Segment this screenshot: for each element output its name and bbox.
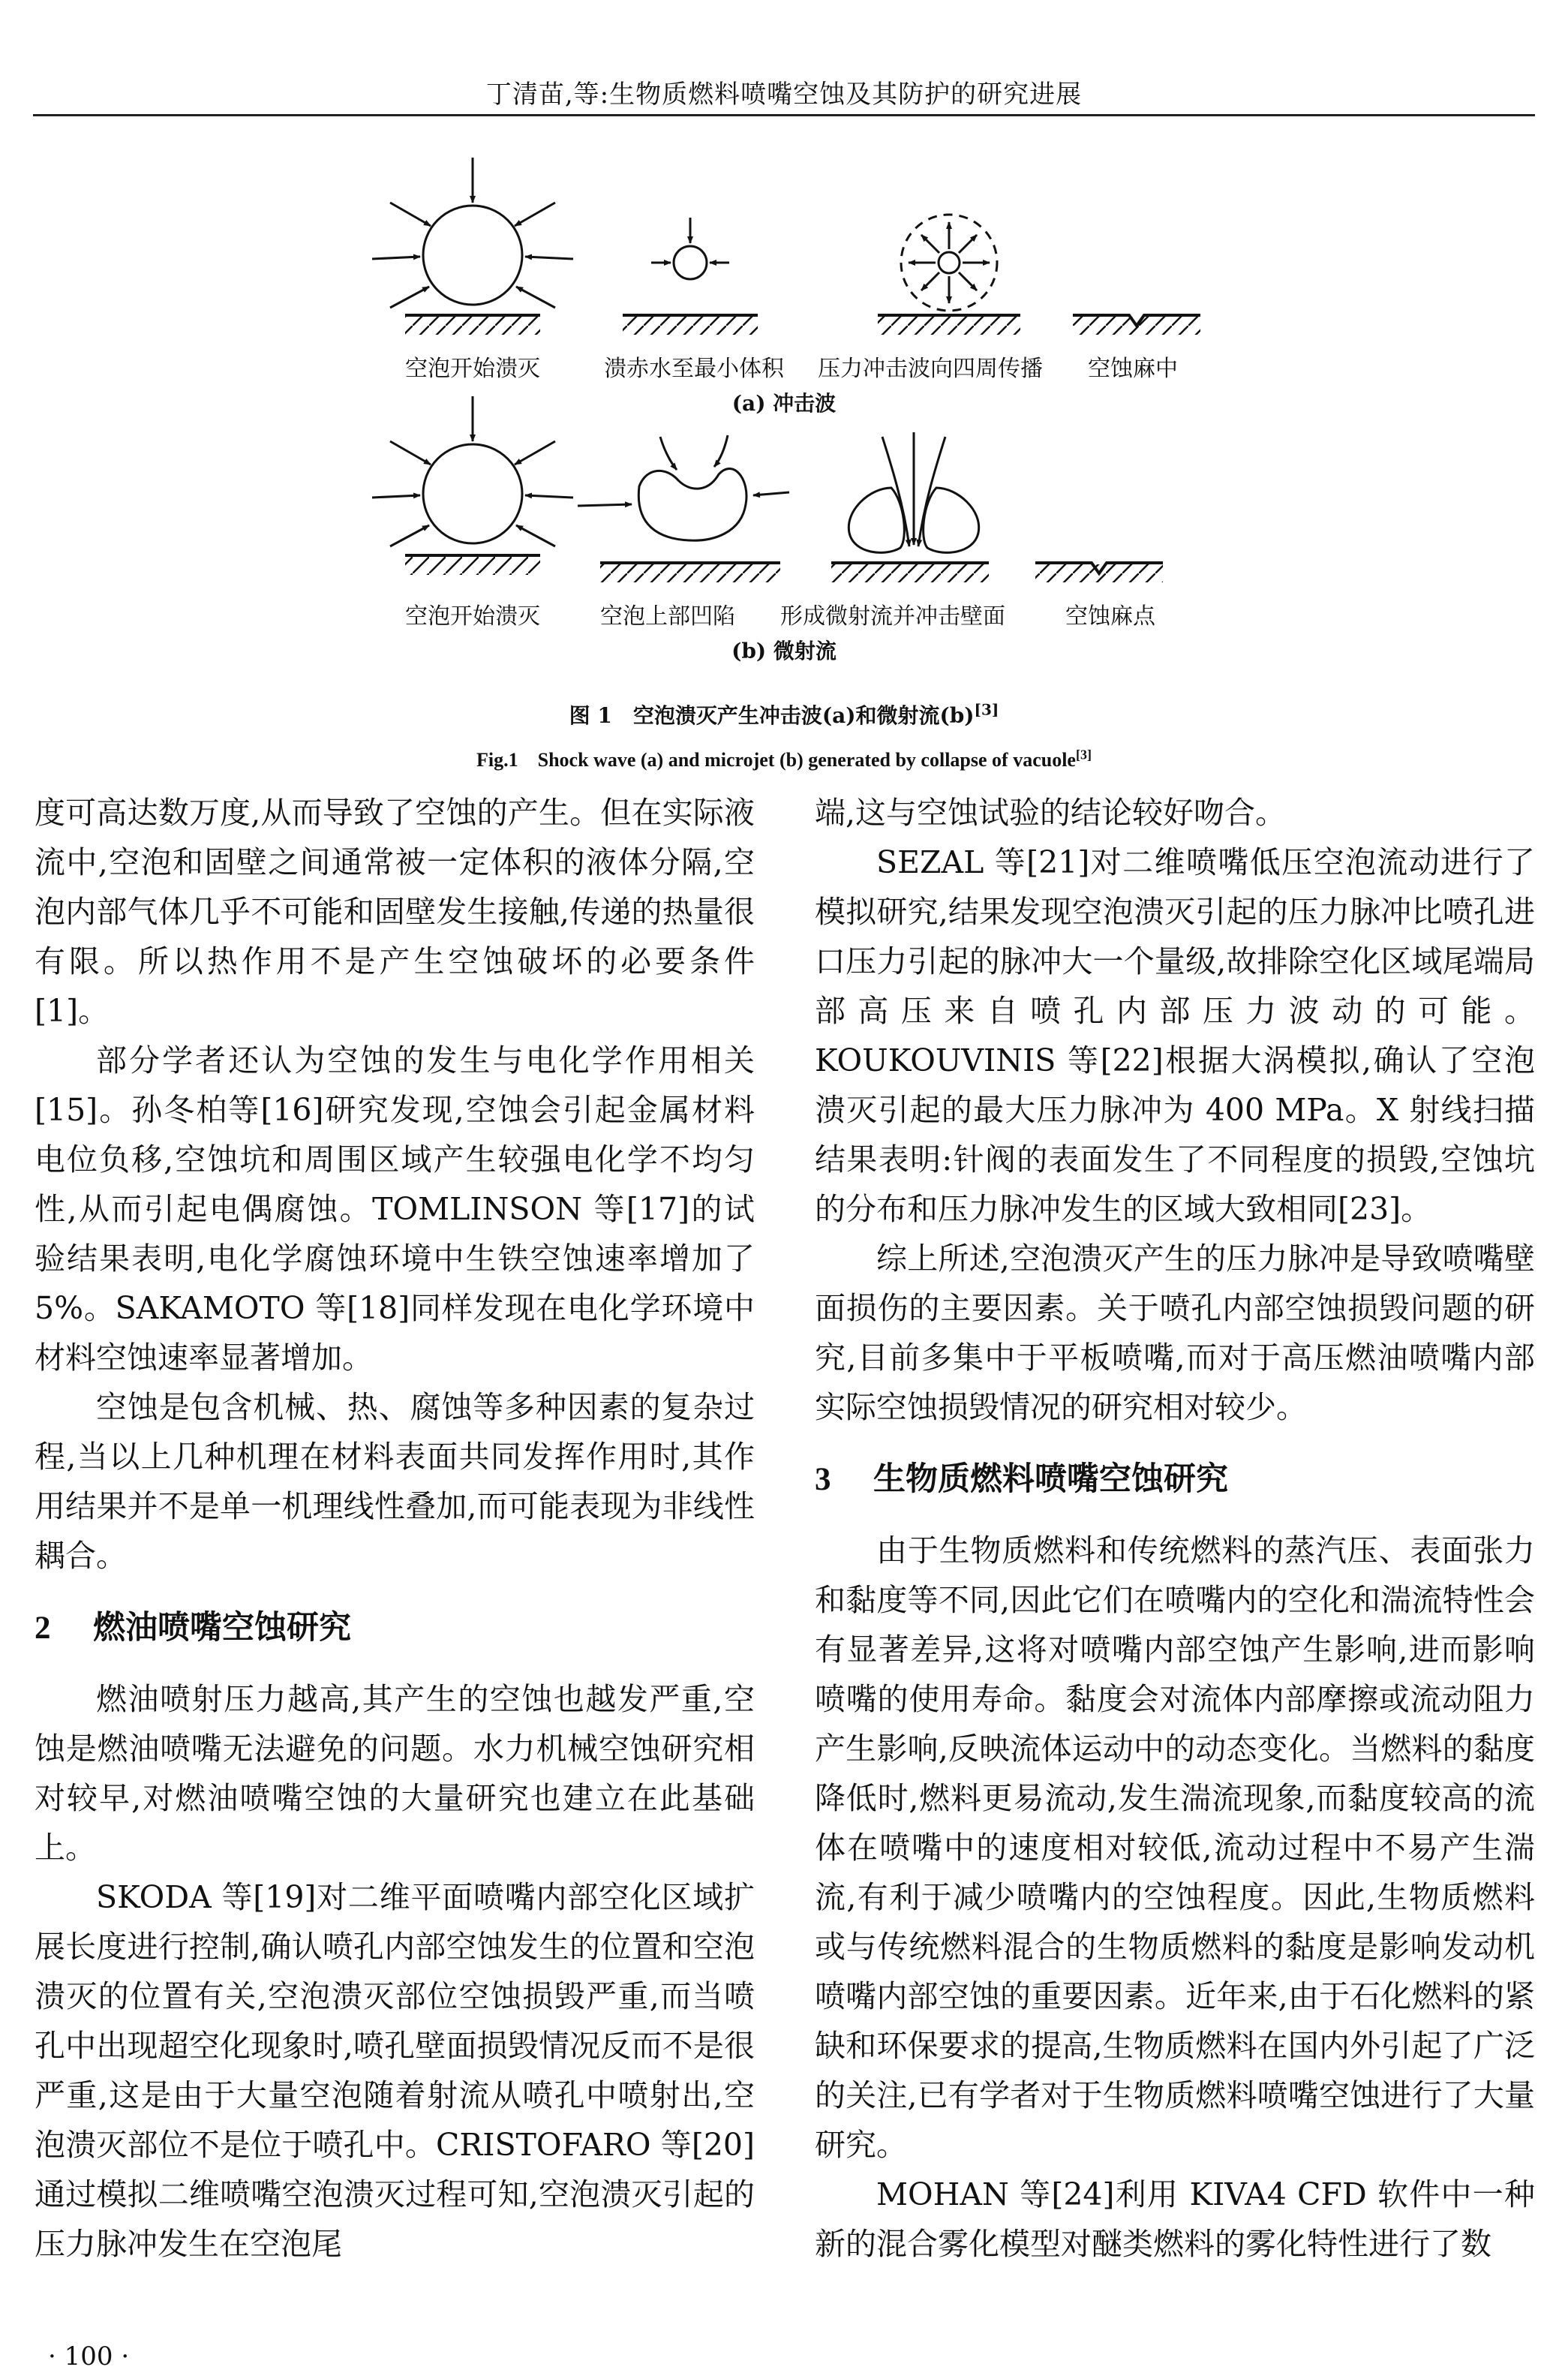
stage-caption-b4: 空蚀麻点: [1065, 603, 1155, 630]
section-title: 生物质燃料喷嘴空蚀研究: [873, 1460, 1228, 1498]
cavitation-pit-a: [1073, 315, 1200, 335]
figure-caption-en: [0, 744, 1568, 772]
paragraph: 部分学者还认为空蚀的发生与电化学作用相关[15]。孙冬柏等[16]研究发现,空蚀会引起金属材料电位负移,空蚀坑和周围区域产生较强电化学不均匀性,从而引起电偶腐蚀。TOMLINSON 等[17]的试验结果表明,电化学腐蚀环境中生铁空蚀速率增加了 5%。SAKAMOTO 等[18]同样发现在电化学环境中材料空蚀速率显著增加。: [35, 1042, 755, 1376]
section-number: 3: [815, 1462, 831, 1497]
stage-caption-a1: 空泡开始溃灭: [405, 356, 540, 382]
figure-caption-en-text: Fig.1 Shock wave (a) and microjet (b) generated by collapse of vacuole: [476, 749, 1076, 771]
figure-1: [0, 128, 1568, 773]
section-heading: [815, 1454, 1535, 1505]
bubble-collapse-start-a: [372, 158, 573, 335]
figure-caption-cn: [0, 699, 1568, 729]
section-title: 燃油喷嘴空蚀研究: [93, 1609, 351, 1647]
stage-caption-a3: 压力冲击波向四周传播: [818, 356, 1043, 382]
stage-caption-a2: 溃赤水至最小体积: [604, 356, 784, 382]
right-column: [815, 788, 1535, 2269]
figure-caption-en-ref: [3]: [1075, 747, 1092, 762]
stage-caption-b2: 空泡上部凹陷: [600, 603, 735, 630]
microjet-impact: [831, 432, 989, 582]
bubble-collapse-start-b: [372, 396, 573, 575]
paragraph: 综上所述,空泡溃灭产生的压力脉冲是导致喷嘴壁面损伤的主要因素。关于喷孔内部空蚀损毁问题的研究,目前多集中于平板喷嘴,而对于高压燃油喷嘴内部实际空蚀损毁情况的研究相对较少。: [815, 1241, 1535, 1425]
stage-caption-b1: 空泡开始溃灭: [405, 603, 540, 630]
paragraph: 燃油喷射压力越高,其产生的空蚀也越发严重,空蚀是燃油喷嘴无法避免的问题。水力机械空蚀研究相对较早,对燃油喷嘴空蚀的大量研究也建立在此基础上。: [35, 1681, 755, 1866]
paragraph: 度可高达数万度,从而导致了空蚀的产生。但在实际液流中,空泡和固壁之间通常被一定体积的液体分隔,空泡内部气体几乎不可能和固壁发生接触,传递的热量很有限。所以热作用不是产生空蚀破坏的必要条件[1]。: [35, 795, 755, 1029]
paragraph: 由于生物质燃料和传统燃料的蒸汽压、表面张力和黏度等不同,因此它们在喷嘴内的空化和湍流特性会有显著差异,这将对喷嘴内部空蚀产生影响,进而影响喷嘴的使用寿命。黏度会对流体内部摩擦或流动阻力产生影响,反映流体运动中的动态变化。当燃料的黏度降低时,燃料更易流动,发生湍流现象,而黏度较高的流体在喷嘴中的速度相对较低,流动过程中不易产生湍流,有利于减少喷嘴内的空蚀程度。因此,生物质燃料或与传统燃料混合的生物质燃料的黏度是影响发动机喷嘴内部空蚀的重要因素。近年来,由于石化燃料的紧缺和环保要求的提高,生物质燃料在国内外引起了广泛的关注,已有学者对于生物质燃料喷嘴空蚀进行了大量研究。: [815, 1532, 1535, 2163]
paragraph: SKODA 等[19]对二维平面喷嘴内部空化区域扩展长度进行控制,确认喷孔内部空蚀发生的位置和空泡溃灭的位置有关,空泡溃灭部位空蚀损毁严重,而当喷孔中出现超空化现象时,喷孔壁面损毁情况反而不是很严重,这是由于大量空泡随着射流从喷孔中喷射出,空泡溃灭部位不是位于喷孔中。CRISTOFARO 等[20]通过模拟二维喷嘴空泡溃灭过程可知,空泡溃灭引起的压力脉冲发生在空泡尾: [35, 1879, 755, 2262]
figure-caption-cn-ref: [3]: [974, 700, 999, 719]
paragraph: SEZAL 等[21]对二维喷嘴低压空泡流动进行了模拟研究,结果发现空泡溃灭引起的压力脉冲比喷孔进口压力引起的脉冲大一个量级,故排除空化区域尾端局部高压来自喷孔内部压力波动的可能。KOUKOUVINIS 等[22]根据大涡模拟,确认了空泡溃灭引起的最大压力脉冲为 400 MPa。X 射线扫描结果表明:针阀的表面发生了不同程度的损毁,空蚀坑的分布和压力脉冲发生的区域大致相同[23]。: [815, 844, 1535, 1227]
stage-caption-a4: 空蚀麻中: [1088, 356, 1178, 382]
section-heading: [35, 1603, 755, 1653]
bubble-top-dent: [578, 435, 789, 582]
page-number: · 100 ·: [48, 2341, 130, 2371]
running-header: 丁清苗,等:生物质燃料喷嘴空蚀及其防护的研究进展: [485, 80, 1083, 110]
sub-label-b: (b) 微射流: [731, 639, 837, 663]
section-number: 2: [35, 1611, 51, 1646]
stage-caption-b3: 形成微射流并冲击壁面: [780, 603, 1005, 630]
paragraph: MOHAN 等[24]利用 KIVA4 CFD 软件中一种新的混合雾化模型对醚类燃料的雾化特性进行了数: [815, 2176, 1535, 2262]
header-rule: [33, 114, 1535, 116]
bubble-min-volume: [623, 218, 758, 335]
cavitation-pit-b: [1035, 563, 1163, 582]
left-column: [35, 788, 755, 2269]
shock-wave-propagation: [878, 215, 1020, 335]
figure-caption-cn-text: 图 1 空泡溃灭产生冲击波(a)和微射流(b): [569, 703, 975, 728]
sub-label-a: (a) 冲击波: [731, 391, 837, 416]
paragraph: 端,这与空蚀试验的结论较好吻合。: [815, 795, 1287, 831]
paragraph: 空蚀是包含机械、热、腐蚀等多种因素的复杂过程,当以上几种机理在材料表面共同发挥作用时,其作用结果并不是单一机理线性叠加,而可能表现为非线性耦合。: [35, 1389, 755, 1574]
